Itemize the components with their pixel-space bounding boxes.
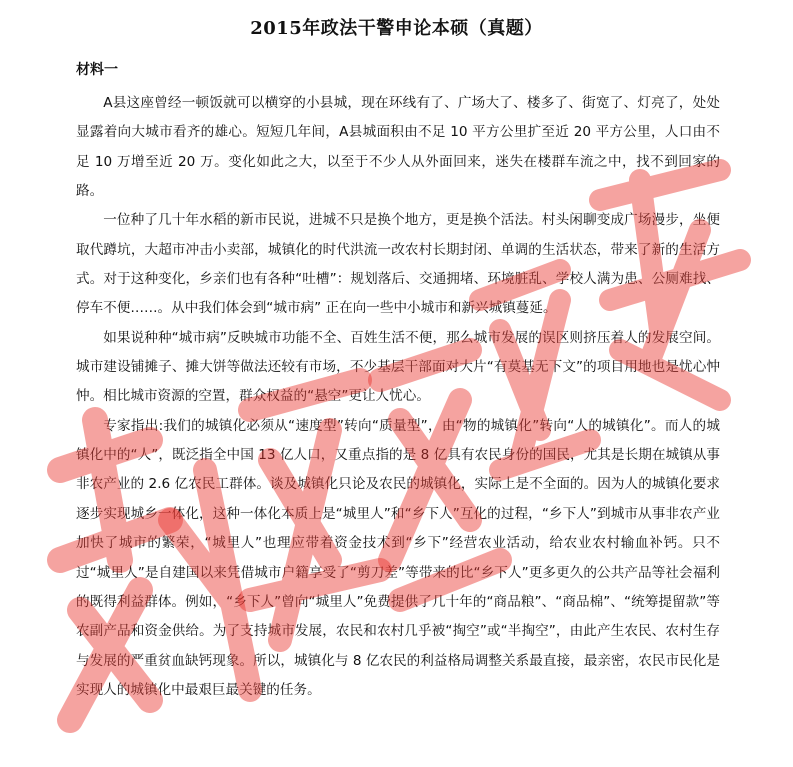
paragraph-3: 如果说种种“城市病”反映城市功能不全、百姓生活不便，那么城市发展的误区则挤压着人的发展空间。城市建设铺摊子、摊大饼等做法还较有市场，不少基层干部面对大片“有莫基无下文”的项目用地也是忧心忡忡。相比城市资源的空置，群众权益的“悬空”更让人忧心。 [76, 329, 720, 405]
section-label: 材料一 [76, 62, 118, 78]
document-title: 2015年政法干警申论本硕（真题） [250, 18, 543, 39]
document-body [76, 89, 720, 705]
paragraph-4: 专家指出:我们的城镇化必须从“速度型”转向“质量型”，由“物的城镇化”转向“人的城镇化”。而人的城镇化中的“人”，既泛指全中国 13 亿人口，又重点指的是 8 亿具有农民身份的国民，尤其是长期在城镇从事非农产业的 2.6 亿农民工群体。谈及城镇化只论及农民的城镇化，实际上是不全面的。因为人的城镇化要求逐步实现城乡一体化，这种一体化本质上是“城里人”和“乡下人”互化的过程，“乡下人”到城市从事非农产业加快了城市的繁荣，“城里人”也理应带着资金技术到“乡下”经营农业活动，给农业农村输血补钙。只不过“城里人”是自建国以来凭借城市户籍享受了“剪刀差”等带来的比“乡下人”更多更久的公共产品等社会福利的既得利益群体。例如，“乡下人”曾向“城里人”免费提供了几十年的“商品粮”、“商品棉”、“统筹提留款”等农副产品和资金供给。为了支持城市发展，农民和农村几乎被“掏空”或“半掏空”，由此产生农民、农村生存与发展的严重贫血缺钙现象。所以，城镇化与 8 亿农民的利益格局调整关系最直接，最亲密，农民市民化是实现人的城镇化中最艰巨最关键的任务。 [76, 417, 720, 698]
paragraph-1: A县这座曾经一顿饭就可以横穿的小县城，现在环线有了、广场大了、楼多了、街宽了、灯亮了，处处显露着向大城市看齐的雄心。短短几年间，A县城面积由不足 10 平方公里扩至近 20 平方公里，人口由不足 10 万增至近 20 万。变化如此之大，以至于不少人从外面回来，迷失在楼群车流之中，找不到回家的路。 [76, 95, 720, 200]
paragraph-2: 一位种了几十年水稻的新市民说，进城不只是换个地方，更是换个活法。村头闲聊变成广场漫步，坐便取代蹲坑，大超市冲击小卖部，城镇化的时代洪流一改农村长期封闭、单调的生活状态，带来了新的生活方式。对于这种变化，乡亲们也有各种“吐槽”：规划落后、交通拥堵、环境脏乱、学校人满为患、公厕难找、停车不便……。从中我们体会到“城市病” 正在向一些中小城市和新兴城镇蔓延。 [76, 212, 720, 317]
